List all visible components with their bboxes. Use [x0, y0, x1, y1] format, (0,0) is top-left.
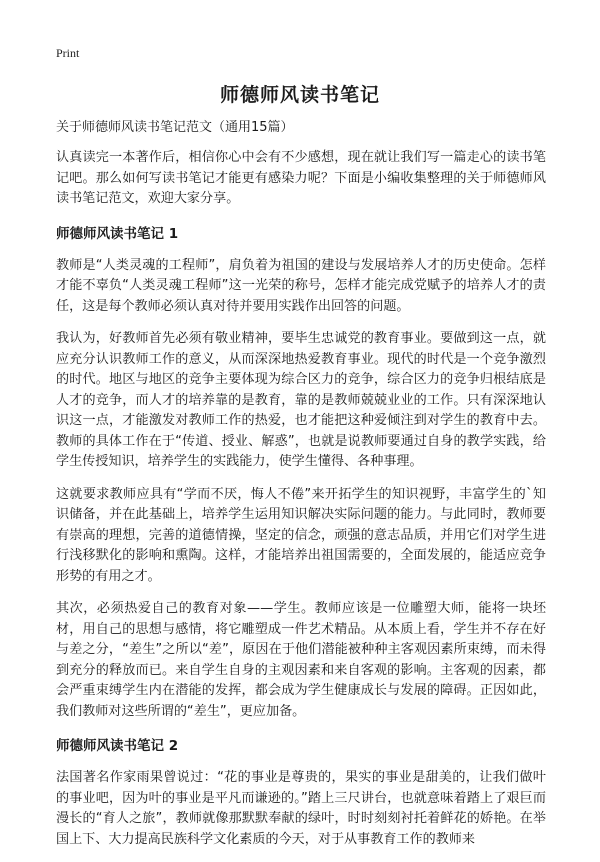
- section-heading-2: 师德师风读书笔记 2: [56, 738, 179, 754]
- intro-paragraph: 认真读完一本著作后，相信你心中会有不少感想，现在就让我们写一篇走心的读书笔记吧。那么如何写读书笔记才能更有感染力呢？下面是小编收集整理的关于师德师风读书笔记范文，欢迎大家分享。: [56, 150, 546, 206]
- section1-paragraph: 我认为，好教师首先必须有敬业精神，要毕生忠诚党的教育事业。要做到这一点，就应充分认识教师工作的意义，从而深深地热爱教育事业。现代的时代是一个竞争激烈的时代。地区与地区的竞争主要体现为综合区力的竞争，综合区力的竞争归根结底是人才的竞争，而人才的培养靠的是教育，靠的是教师兢兢业业的工作。只有深深地认识这一点，才能激发对教师工作的热爱，也才能把这种爱倾注到对学生的教育中去。教师的具体工作在于“传道、授业、解惑”，也就是说教师要通过自身的教学实践，给学生传授知识，培养学生的实践能力，使学生懂得、各种事理。: [56, 331, 546, 469]
- document-subtitle: 关于师德师风读书笔记范文（通用15篇）: [56, 120, 294, 135]
- section1-paragraph: 其次，必须热爱自己的教育对象——学生。教师应该是一位雕塑大师，能将一块坯材，用自己的思想与感情，将它雕塑成一件艺术精品。从本质上看，学生并不存在好与差之分，“差生”之所以“差”，原因在于他们潜能被种种主客观因素所束缚，而未得到充分的释放而已。来自学生自身的主观因素和来自客观的影响。主客观的因素，都会严重束缚学生内在潜能的发挥，都会成为学生健康成长与发展的障碍。正因如此，我们教师对这些所谓的“差生”，更应加备。: [56, 601, 546, 719]
- print-link[interactable]: Print: [56, 46, 80, 60]
- document-body: [56, 118, 546, 862]
- section2-paragraph: 法国著名作家雨果曾说过：“花的事业是尊贵的，果实的事业是甜美的，让我们做叶的事业吧，因为叶的事业是平凡而谦逊的。”踏上三尺讲台，也就意味着踏上了艰巨而漫长的“育人之旅”，教师就像那默默奉献的绿叶，时时刻刻衬托着鲜花的娇艳。在举国上下、大力提高民族科学文化素质的今天，对于从事教育工作的教师来: [56, 770, 546, 847]
- section-heading-1: 师德师风读书笔记 1: [56, 225, 179, 242]
- page-title: 师德师风读书笔记: [219, 84, 380, 106]
- section1-paragraph: 教师是“人类灵魂的工程师”，肩负着为祖国的建设与发展培养人才的历史使命。怎样才能不辜负“人类灵魂工程师”这一光荣的称号，怎样才能完成党赋予的培养人才的责任，这是每个教师必须认真对待并要用实践作出回答的问题。: [56, 257, 546, 314]
- section1-paragraph: 这就要求教师应具有“学而不厌，悔人不倦”来开拓学生的知识视野，丰富学生的`知识储备，并在此基础上，培养学生运用知识解决实际问题的能力。与此同时，教师要有崇高的理想，完善的道德情操，坚定的信念，顽强的意志品质，并用它们对学生进行浅移默化的影响和熏陶。这样，才能培养出祖国需要的，全面发展的，能适应竞争形势的有用之才。: [56, 486, 546, 584]
